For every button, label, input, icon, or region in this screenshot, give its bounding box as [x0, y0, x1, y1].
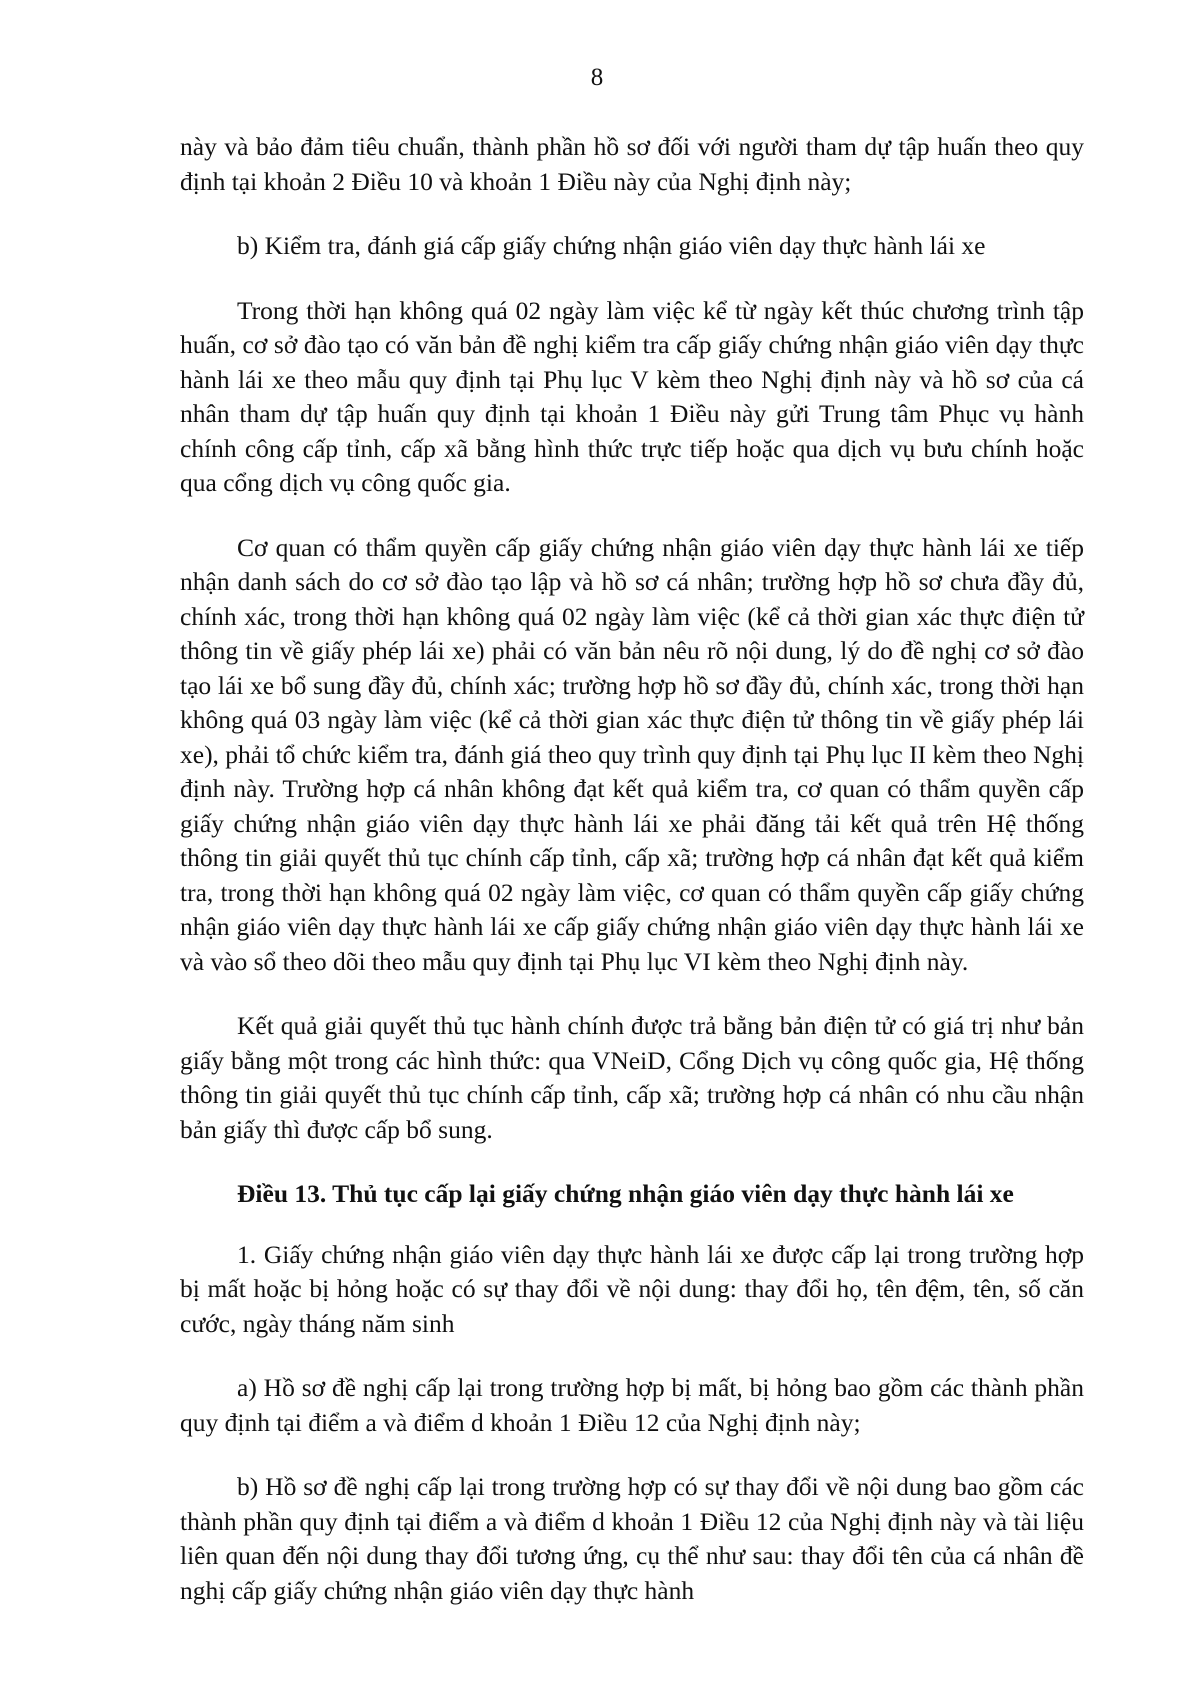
paragraph-point-b: b) Kiểm tra, đánh giá cấp giấy chứng nhận giáo viên dạy thực hành lái xe: [237, 231, 986, 260]
paragraph-continuation: này và bảo đảm tiêu chuẩn, thành phần hồ sơ đối với người tham dự tập huấn theo quy định tại khoản 2 Điều 10 và khoản 1 Điều này của Nghị định này;: [180, 132, 1084, 196]
article-heading: Điều 13. Thủ tục cấp lại giấy chứng nhận giáo viên dạy thực hành lái xe: [237, 1179, 1014, 1208]
paragraph-deadline: Trong thời hạn không quá 02 ngày làm việc kể từ ngày kết thúc chương trình tập huấn, cơ sở đào tạo có văn bản đề nghị kiểm tra cấp giấy chứng nhận giáo viên dạy thực hành lái xe theo mẫu quy định tại Phụ lục V kèm theo Nghị định này và hồ sơ của cá nhân tham dự tập huấn quy định tại khoản 1 Điều này gửi Trung tâm Phục vụ hành chính công cấp tỉnh, cấp xã bằng hình thức trực tiếp hoặc qua dịch vụ bưu chính hoặc qua cổng dịch vụ công quốc gia.: [180, 295, 1084, 497]
paragraph-clause-1: 1. Giấy chứng nhận giáo viên dạy thực hành lái xe được cấp lại trong trường hợp bị mất hoặc bị hỏng hoặc có sự thay đổi về nội dung: thay đổi họ, tên đệm, tên, số căn cước, ngày tháng năm sinh: [180, 1239, 1084, 1338]
paragraph-result: Kết quả giải quyết thủ tục hành chính được trả bằng bản điện tử có giá trị như bản giấy bằng một trong các hình thức: qua VNeiD, Cổng Dịch vụ công quốc gia, Hệ thống thông tin giải quyết thủ tục chính cấp tỉnh, cấp xã; trường hợp cá nhân có nhu cầu nhận bản giấy thì được cấp bổ sung.: [180, 1011, 1084, 1144]
paragraph-point-b-reissue: b) Hồ sơ đề nghị cấp lại trong trường hợp có sự thay đổi về nội dung bao gồm các thành phần quy định tại điểm a và điểm d khoản 1 Điều 12 của Nghị định này và tài liệu liên quan đến nội dung thay đổi tương ứng, cụ thể như sau: thay đổi tên của cá nhân đề nghị cấp giấy chứng nhận giáo viên dạy thực hành: [180, 1472, 1084, 1605]
page-number: 8: [590, 64, 604, 91]
document-body: [180, 130, 1084, 1638]
paragraph-point-a: a) Hồ sơ đề nghị cấp lại trong trường hợp bị mất, bị hỏng bao gồm các thành phần quy định tại điểm a và điểm d khoản 1 Điều 12 của Nghị định này;: [180, 1373, 1084, 1437]
paragraph-authority: Cơ quan có thẩm quyền cấp giấy chứng nhận giáo viên dạy thực hành lái xe tiếp nhận danh sách do cơ sở đào tạo lập và hồ sơ cá nhân; trường hợp hồ sơ chưa đầy đủ, chính xác, trong thời hạn không quá 02 ngày làm việc (kể cả thời gian xác thực điện tử thông tin về giấy phép lái xe) phải có văn bản nêu rõ nội dung, lý do đề nghị cơ sở đào tạo lái xe bổ sung đầy đủ, chính xác; trường hợp hồ sơ đầy đủ, chính xác, trong thời hạn không quá 03 ngày làm việc (kể cả thời gian xác thực điện tử thông tin về giấy phép lái xe), phải tổ chức kiểm tra, đánh giá theo quy trình quy định tại Phụ lục II kèm theo Nghị định này. Trường hợp cá nhân không đạt kết quả kiểm tra, cơ quan có thẩm quyền cấp giấy chứng nhận giáo viên dạy thực hành lái xe phải đăng tải kết quả trên Hệ thống thông tin giải quyết thủ tục chính cấp tỉnh, cấp xã; trường hợp cá nhân đạt kết quả kiểm tra, trong thời hạn không quá 02 ngày làm việc, cơ quan có thẩm quyền cấp giấy chứng nhận giáo viên dạy thực hành lái xe cấp giấy chứng nhận giáo viên dạy thực hành lái xe và vào sổ theo dõi theo mẫu quy định tại Phụ lục VI kèm theo Nghị định này.: [180, 532, 1084, 976]
